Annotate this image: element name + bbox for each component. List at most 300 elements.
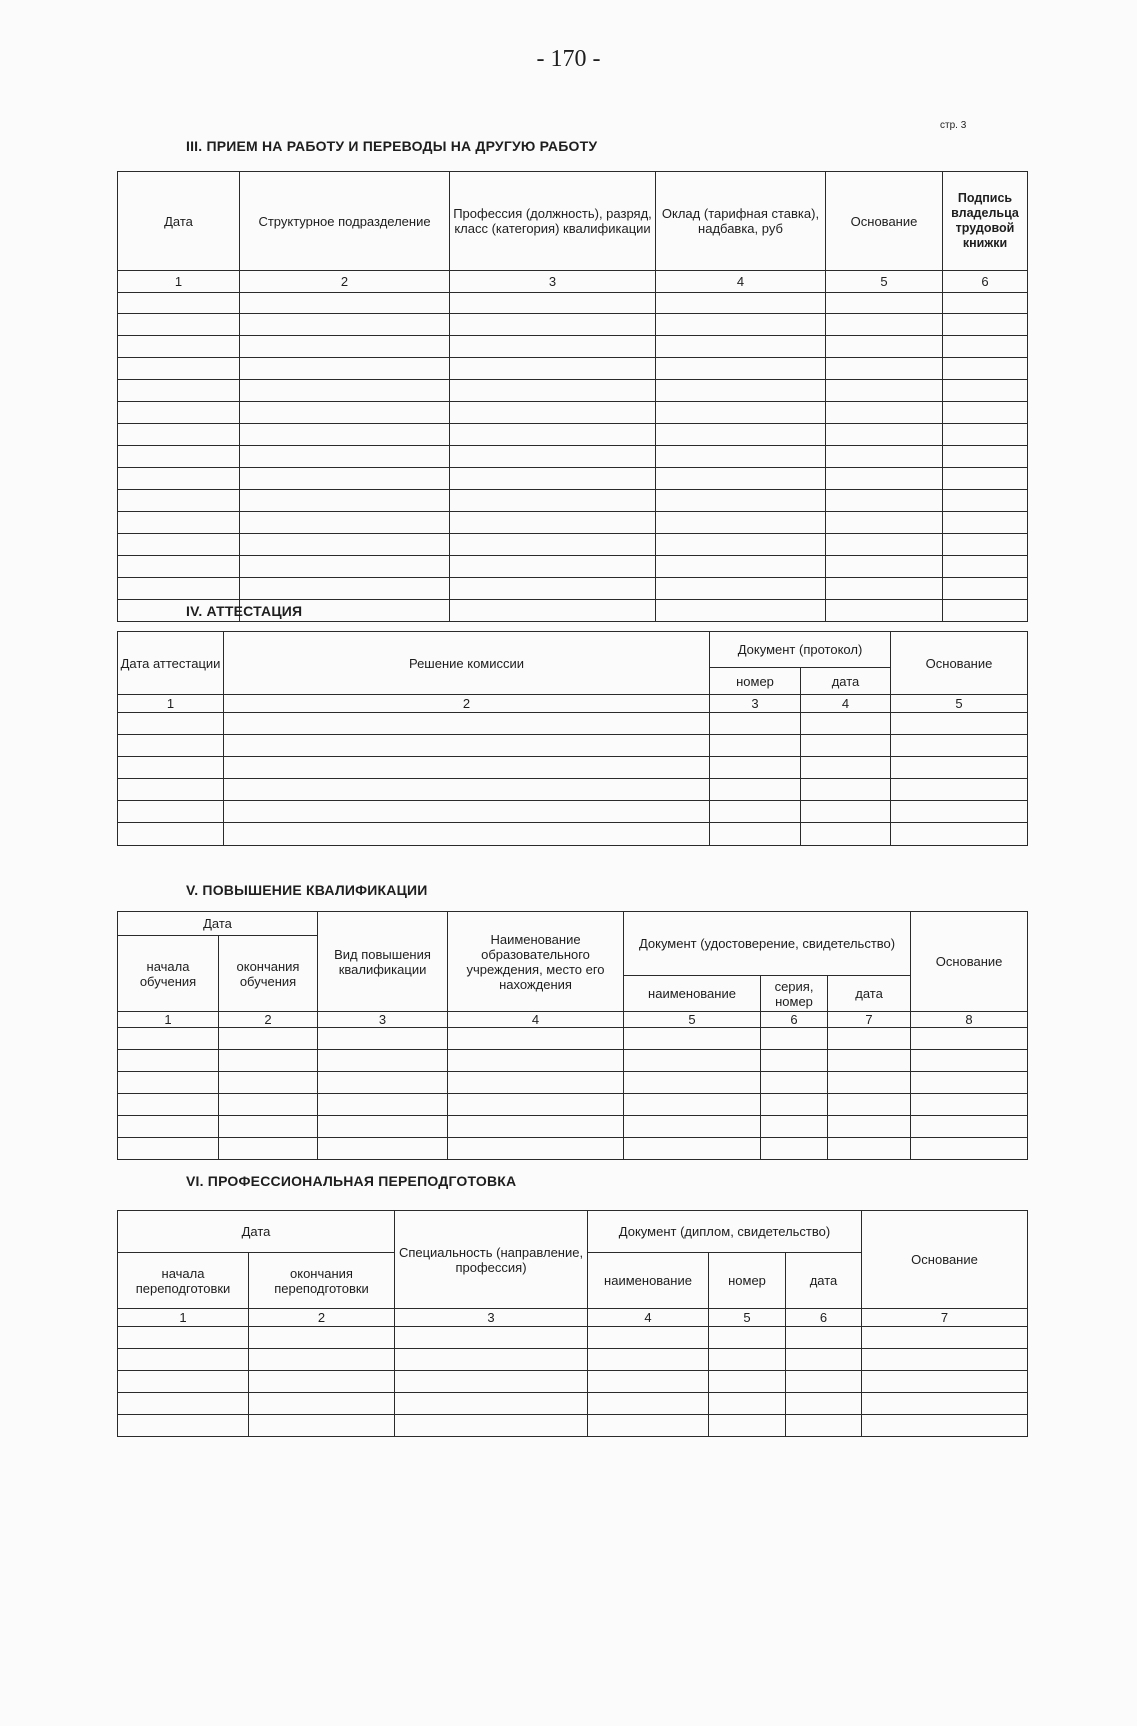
blank-row xyxy=(118,1094,1028,1116)
blank-cell xyxy=(943,293,1028,314)
blank-cell xyxy=(943,578,1028,600)
col-header-protocol-document: Документ (протокол) xyxy=(710,632,891,668)
blank-cell xyxy=(656,512,826,534)
blank-cell xyxy=(240,314,450,336)
blank-cell xyxy=(450,380,656,402)
blank-cell xyxy=(943,512,1028,534)
blank-cell xyxy=(710,801,801,823)
section-5-title: V. ПОВЫШЕНИЕ КВАЛИФИКАЦИИ xyxy=(186,882,428,898)
col-header-date: Дата xyxy=(118,172,240,271)
blank-cell xyxy=(656,293,826,314)
blank-cell xyxy=(801,713,891,735)
col-header-commission-decision: Решение комиссии xyxy=(224,632,710,695)
blank-cell xyxy=(656,424,826,446)
blank-cell xyxy=(624,1094,761,1116)
blank-cell xyxy=(943,556,1028,578)
blank-row xyxy=(118,1028,1028,1050)
section-4-title: IV. АТТЕСТАЦИЯ xyxy=(186,603,303,619)
blank-cell xyxy=(224,801,710,823)
blank-row xyxy=(118,358,1028,380)
col-header-doc-date: дата xyxy=(786,1253,862,1309)
blank-cell xyxy=(118,424,240,446)
blank-cell xyxy=(656,600,826,622)
blank-cell xyxy=(450,314,656,336)
blank-cell xyxy=(911,1050,1028,1072)
blank-cell xyxy=(786,1327,862,1349)
blank-cell xyxy=(624,1116,761,1138)
blank-cell xyxy=(318,1028,448,1050)
blank-cell xyxy=(318,1072,448,1094)
blank-row xyxy=(118,1327,1028,1349)
blank-cell xyxy=(395,1327,588,1349)
blank-cell xyxy=(826,512,943,534)
blank-cell xyxy=(624,1072,761,1094)
col-header-start-date: начала обучения xyxy=(118,936,219,1012)
blank-cell xyxy=(450,578,656,600)
blank-cell xyxy=(450,468,656,490)
blank-cell xyxy=(240,358,450,380)
blank-row xyxy=(118,823,1028,846)
blank-cell xyxy=(656,358,826,380)
column-number-row xyxy=(118,271,1028,293)
blank-cell xyxy=(786,1393,862,1415)
blank-cell xyxy=(588,1371,709,1393)
blank-cell xyxy=(891,779,1028,801)
blank-cell xyxy=(943,314,1028,336)
table-header-row xyxy=(118,912,1028,936)
col-header-profession: Профессия (должность), разряд, класс (категория) квалификации xyxy=(450,172,656,271)
blank-row xyxy=(118,757,1028,779)
col-header-basis: Основание xyxy=(862,1211,1028,1309)
blank-cell xyxy=(911,1072,1028,1094)
col-header-owner-signature: Подпись владельца трудовой книжки xyxy=(943,172,1028,271)
blank-cell xyxy=(826,578,943,600)
blank-cell xyxy=(118,757,224,779)
blank-cell xyxy=(450,512,656,534)
column-number: 2 xyxy=(219,1012,318,1028)
blank-cell xyxy=(240,490,450,512)
blank-cell xyxy=(624,1138,761,1160)
col-header-start-date: начала переподготовки xyxy=(118,1253,249,1309)
blank-row xyxy=(118,336,1028,358)
column-number: 4 xyxy=(588,1309,709,1327)
blank-cell xyxy=(862,1327,1028,1349)
col-header-document: Документ (удостоверение, свидетельство) xyxy=(624,912,911,976)
blank-cell xyxy=(710,779,801,801)
blank-cell xyxy=(588,1349,709,1371)
professional-retraining-table xyxy=(117,1210,1028,1437)
blank-cell xyxy=(240,293,450,314)
blank-row xyxy=(118,735,1028,757)
blank-cell xyxy=(801,757,891,779)
blank-cell xyxy=(891,823,1028,846)
hiring-transfers-table xyxy=(117,171,1028,622)
blank-cell xyxy=(240,556,450,578)
blank-cell xyxy=(943,600,1028,622)
blank-cell xyxy=(801,801,891,823)
blank-row xyxy=(118,1072,1028,1094)
col-header-doc-number: номер xyxy=(709,1253,786,1309)
column-number-row xyxy=(118,1012,1028,1028)
blank-cell xyxy=(450,293,656,314)
blank-cell xyxy=(828,1072,911,1094)
blank-cell xyxy=(828,1138,911,1160)
blank-cell xyxy=(240,446,450,468)
blank-cell xyxy=(249,1349,395,1371)
col-header-upgrade-type: Вид повышения квалификации xyxy=(318,912,448,1012)
blank-cell xyxy=(862,1415,1028,1437)
blank-cell xyxy=(118,1327,249,1349)
blank-cell xyxy=(709,1371,786,1393)
blank-cell xyxy=(240,534,450,556)
blank-row xyxy=(118,314,1028,336)
blank-cell xyxy=(826,446,943,468)
blank-cell xyxy=(118,1072,219,1094)
blank-cell xyxy=(118,1116,219,1138)
blank-cell xyxy=(118,490,240,512)
blank-cell xyxy=(118,380,240,402)
blank-cell xyxy=(240,424,450,446)
blank-cell xyxy=(240,512,450,534)
blank-cell xyxy=(240,336,450,358)
blank-cell xyxy=(828,1116,911,1138)
blank-cell xyxy=(943,402,1028,424)
blank-cell xyxy=(624,1028,761,1050)
column-number: 5 xyxy=(624,1012,761,1028)
blank-cell xyxy=(943,380,1028,402)
blank-row xyxy=(118,713,1028,735)
blank-cell xyxy=(710,735,801,757)
blank-cell xyxy=(709,1393,786,1415)
blank-cell xyxy=(318,1116,448,1138)
page-number: - 170 - xyxy=(536,46,601,72)
column-number: 7 xyxy=(862,1309,1028,1327)
blank-cell xyxy=(249,1327,395,1349)
blank-row xyxy=(118,402,1028,424)
blank-cell xyxy=(624,1050,761,1072)
blank-cell xyxy=(224,757,710,779)
blank-cell xyxy=(709,1415,786,1437)
col-header-salary: Оклад (тарифная ставка), надбавка, руб xyxy=(656,172,826,271)
blank-cell xyxy=(826,336,943,358)
blank-cell xyxy=(395,1349,588,1371)
table-header-row xyxy=(118,172,1028,271)
blank-cell xyxy=(118,556,240,578)
column-number: 6 xyxy=(761,1012,828,1028)
blank-cell xyxy=(118,1371,249,1393)
blank-cell xyxy=(448,1028,624,1050)
blank-cell xyxy=(943,446,1028,468)
column-number: 2 xyxy=(224,695,710,713)
blank-cell xyxy=(240,468,450,490)
blank-row xyxy=(118,556,1028,578)
column-number: 4 xyxy=(801,695,891,713)
column-number: 5 xyxy=(826,271,943,293)
column-number: 3 xyxy=(710,695,801,713)
blank-cell xyxy=(118,402,240,424)
column-number: 5 xyxy=(891,695,1028,713)
blank-cell xyxy=(656,556,826,578)
blank-cell xyxy=(448,1072,624,1094)
blank-cell xyxy=(801,823,891,846)
blank-row xyxy=(118,1349,1028,1371)
attestation-table xyxy=(117,631,1028,846)
blank-row xyxy=(118,1415,1028,1437)
blank-cell xyxy=(656,314,826,336)
blank-cell xyxy=(761,1094,828,1116)
blank-cell xyxy=(943,424,1028,446)
blank-cell xyxy=(240,380,450,402)
blank-cell xyxy=(862,1371,1028,1393)
blank-cell xyxy=(118,823,224,846)
blank-cell xyxy=(318,1094,448,1116)
blank-cell xyxy=(826,314,943,336)
blank-cell xyxy=(224,735,710,757)
blank-cell xyxy=(826,424,943,446)
column-number: 6 xyxy=(786,1309,862,1327)
column-number: 2 xyxy=(249,1309,395,1327)
blank-cell xyxy=(395,1371,588,1393)
blank-cell xyxy=(826,534,943,556)
column-number: 1 xyxy=(118,271,240,293)
blank-cell xyxy=(656,490,826,512)
blank-cell xyxy=(450,490,656,512)
blank-cell xyxy=(826,293,943,314)
blank-row xyxy=(118,1050,1028,1072)
blank-cell xyxy=(448,1094,624,1116)
blank-row xyxy=(118,1138,1028,1160)
blank-cell xyxy=(118,1094,219,1116)
blank-cell xyxy=(786,1415,862,1437)
blank-row xyxy=(118,490,1028,512)
blank-cell xyxy=(911,1138,1028,1160)
blank-cell xyxy=(448,1138,624,1160)
blank-row xyxy=(118,468,1028,490)
blank-cell xyxy=(118,358,240,380)
table-header-row xyxy=(118,1211,1028,1253)
blank-cell xyxy=(395,1393,588,1415)
col-header-end-date: окончания переподготовки xyxy=(249,1253,395,1309)
blank-cell xyxy=(450,336,656,358)
blank-cell xyxy=(448,1116,624,1138)
blank-cell xyxy=(318,1050,448,1072)
col-header-basis: Основание xyxy=(911,912,1028,1012)
blank-cell xyxy=(588,1327,709,1349)
blank-cell xyxy=(761,1050,828,1072)
blank-row xyxy=(118,1116,1028,1138)
blank-cell xyxy=(891,801,1028,823)
column-number: 4 xyxy=(656,271,826,293)
blank-cell xyxy=(450,556,656,578)
blank-cell xyxy=(710,823,801,846)
blank-cell xyxy=(911,1028,1028,1050)
blank-row xyxy=(118,801,1028,823)
blank-cell xyxy=(826,556,943,578)
blank-cell xyxy=(826,380,943,402)
blank-cell xyxy=(911,1094,1028,1116)
blank-cell xyxy=(249,1393,395,1415)
col-header-end-date: окончания обучения xyxy=(219,936,318,1012)
blank-cell xyxy=(318,1138,448,1160)
blank-cell xyxy=(118,1050,219,1072)
blank-cell xyxy=(943,534,1028,556)
blank-cell xyxy=(828,1028,911,1050)
col-header-institution: Наименование образовательного учреждения, место его нахождения xyxy=(448,912,624,1012)
blank-cell xyxy=(656,446,826,468)
blank-cell xyxy=(761,1116,828,1138)
blank-cell xyxy=(118,1349,249,1371)
column-number-row xyxy=(118,1309,1028,1327)
column-number: 2 xyxy=(240,271,450,293)
blank-cell xyxy=(219,1050,318,1072)
column-number: 6 xyxy=(943,271,1028,293)
blank-cell xyxy=(224,779,710,801)
blank-cell xyxy=(588,1415,709,1437)
blank-cell xyxy=(118,735,224,757)
blank-cell xyxy=(219,1028,318,1050)
blank-cell xyxy=(862,1393,1028,1415)
blank-cell xyxy=(118,779,224,801)
blank-cell xyxy=(761,1072,828,1094)
blank-cell xyxy=(240,578,450,600)
blank-cell xyxy=(786,1371,862,1393)
blank-cell xyxy=(450,424,656,446)
col-header-doc-name: наименование xyxy=(588,1253,709,1309)
qualification-upgrade-table xyxy=(117,911,1028,1160)
col-header-specialty: Специальность (направление, профессия) xyxy=(395,1211,588,1309)
blank-cell xyxy=(656,534,826,556)
blank-cell xyxy=(224,823,710,846)
col-header-doc-date: дата xyxy=(828,976,911,1012)
blank-row xyxy=(118,446,1028,468)
col-header-basis: Основание xyxy=(826,172,943,271)
column-number: 7 xyxy=(828,1012,911,1028)
blank-cell xyxy=(761,1028,828,1050)
blank-cell xyxy=(710,713,801,735)
blank-cell xyxy=(828,1094,911,1116)
blank-cell xyxy=(249,1371,395,1393)
col-header-document: Документ (диплом, свидетельство) xyxy=(588,1211,862,1253)
blank-cell xyxy=(656,402,826,424)
blank-cell xyxy=(118,1028,219,1050)
blank-cell xyxy=(450,600,656,622)
blank-cell xyxy=(826,468,943,490)
blank-cell xyxy=(911,1116,1028,1138)
blank-row xyxy=(118,779,1028,801)
blank-cell xyxy=(862,1349,1028,1371)
blank-cell xyxy=(118,1138,219,1160)
blank-cell xyxy=(656,468,826,490)
blank-cell xyxy=(801,735,891,757)
blank-row xyxy=(118,293,1028,314)
blank-cell xyxy=(826,402,943,424)
column-number: 4 xyxy=(448,1012,624,1028)
blank-cell xyxy=(828,1050,911,1072)
blank-cell xyxy=(891,735,1028,757)
blank-cell xyxy=(118,801,224,823)
blank-cell xyxy=(118,446,240,468)
blank-cell xyxy=(943,358,1028,380)
blank-cell xyxy=(943,336,1028,358)
blank-cell xyxy=(656,336,826,358)
blank-cell xyxy=(450,446,656,468)
col-header-date: Дата xyxy=(118,912,318,936)
blank-cell xyxy=(450,534,656,556)
page-label: стр. 3 xyxy=(940,120,967,131)
blank-row xyxy=(118,1393,1028,1415)
blank-cell xyxy=(891,713,1028,735)
blank-cell xyxy=(118,578,240,600)
blank-cell xyxy=(249,1415,395,1437)
blank-cell xyxy=(219,1094,318,1116)
blank-row xyxy=(118,380,1028,402)
column-number-row xyxy=(118,695,1028,713)
blank-cell xyxy=(826,600,943,622)
blank-cell xyxy=(448,1050,624,1072)
section-6-title: VI. ПРОФЕССИОНАЛЬНАЯ ПЕРЕПОДГОТОВКА xyxy=(186,1173,517,1189)
blank-cell xyxy=(761,1138,828,1160)
blank-cell xyxy=(118,713,224,735)
blank-cell xyxy=(118,512,240,534)
column-number: 3 xyxy=(395,1309,588,1327)
blank-cell xyxy=(118,534,240,556)
column-number: 1 xyxy=(118,1012,219,1028)
blank-cell xyxy=(710,757,801,779)
blank-cell xyxy=(656,578,826,600)
column-number: 8 xyxy=(911,1012,1028,1028)
table-header-row xyxy=(118,632,1028,668)
column-number: 3 xyxy=(318,1012,448,1028)
blank-cell xyxy=(224,713,710,735)
blank-cell xyxy=(219,1138,318,1160)
blank-cell xyxy=(395,1415,588,1437)
blank-cell xyxy=(450,358,656,380)
blank-cell xyxy=(118,1393,249,1415)
blank-cell xyxy=(588,1393,709,1415)
blank-cell xyxy=(943,490,1028,512)
column-number: 3 xyxy=(450,271,656,293)
blank-cell xyxy=(801,779,891,801)
blank-cell xyxy=(450,402,656,424)
blank-cell xyxy=(118,1415,249,1437)
col-header-date: Дата xyxy=(118,1211,395,1253)
blank-cell xyxy=(219,1072,318,1094)
blank-cell xyxy=(943,468,1028,490)
blank-cell xyxy=(891,757,1028,779)
column-number: 5 xyxy=(709,1309,786,1327)
col-header-department: Структурное подразделение xyxy=(240,172,450,271)
blank-row xyxy=(118,534,1028,556)
col-header-attestation-date: Дата аттестации xyxy=(118,632,224,695)
col-header-basis: Основание xyxy=(891,632,1028,695)
column-number: 1 xyxy=(118,1309,249,1327)
blank-cell xyxy=(709,1327,786,1349)
blank-cell xyxy=(118,468,240,490)
blank-cell xyxy=(219,1116,318,1138)
col-header-doc-name: наименование xyxy=(624,976,761,1012)
blank-cell xyxy=(826,358,943,380)
blank-row xyxy=(118,1371,1028,1393)
blank-cell xyxy=(118,314,240,336)
blank-cell xyxy=(118,293,240,314)
col-header-doc-series: серия, номер xyxy=(761,976,828,1012)
blank-cell xyxy=(118,336,240,358)
blank-row xyxy=(118,424,1028,446)
col-header-doc-date: дата xyxy=(801,668,891,695)
column-number: 1 xyxy=(118,695,224,713)
blank-cell xyxy=(826,490,943,512)
blank-cell xyxy=(656,380,826,402)
